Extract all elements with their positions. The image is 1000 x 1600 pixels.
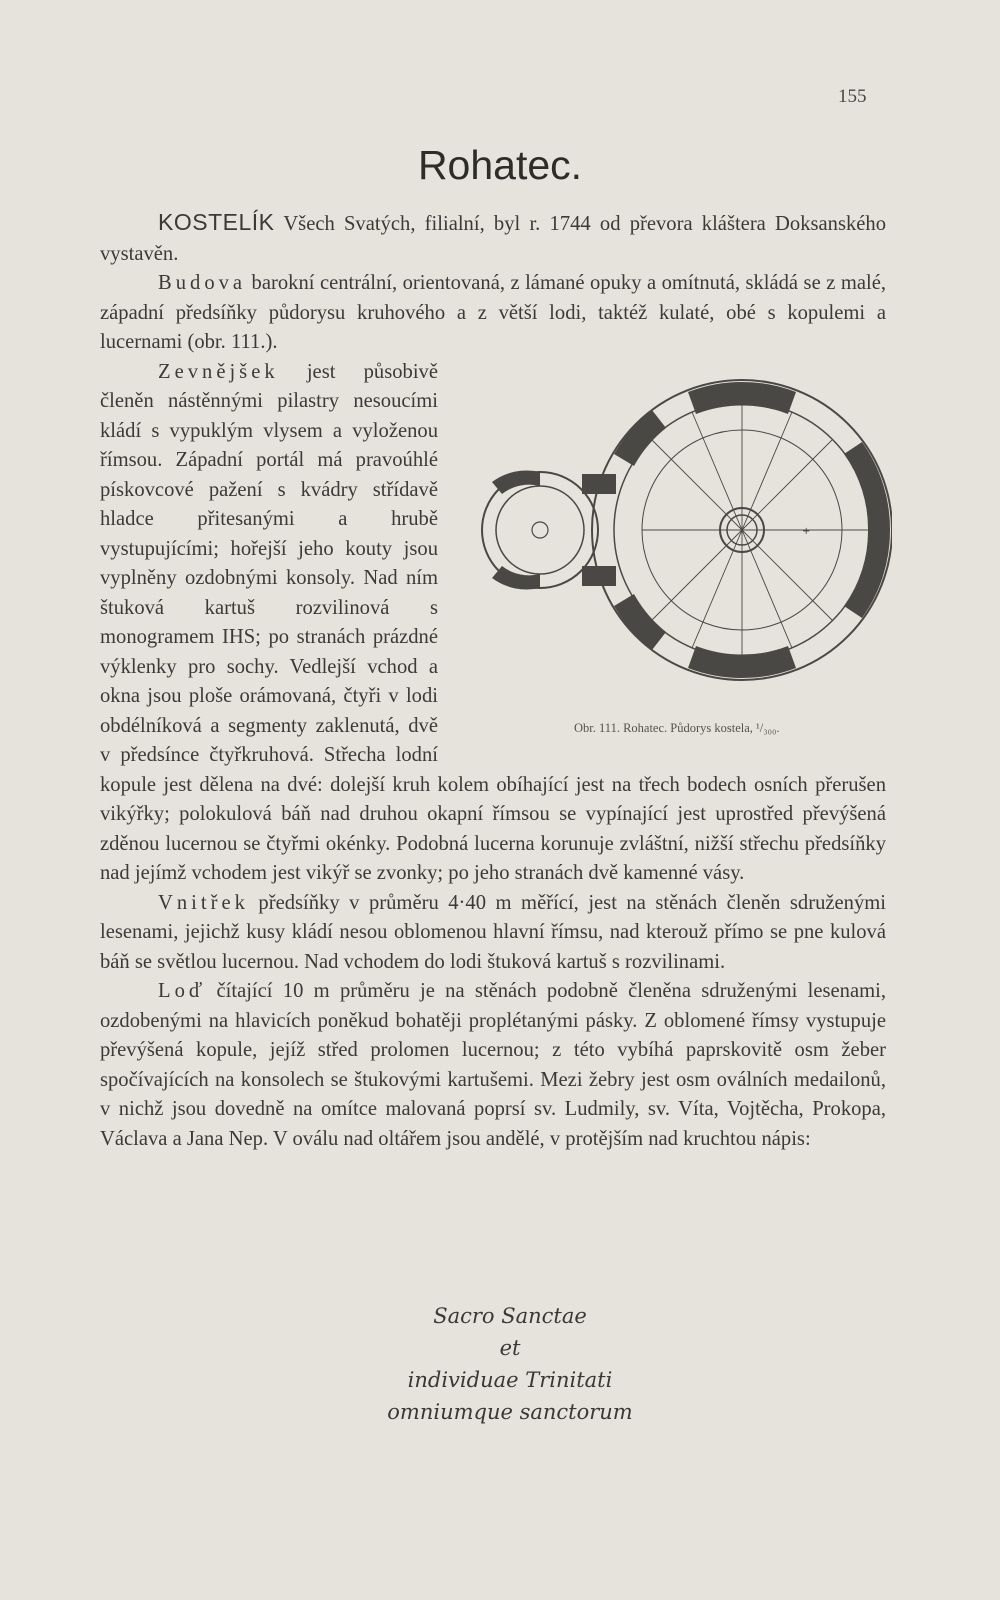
- paragraph-1: [100, 208, 886, 269]
- inscription-line: et: [499, 1336, 521, 1360]
- inscription-line: Sacro Sanctae: [433, 1304, 587, 1328]
- svg-text:+: +: [802, 525, 811, 537]
- inscription-line: omniumque sanctorum: [387, 1400, 633, 1424]
- paragraph-2: [100, 269, 886, 358]
- paragraph-4: [100, 889, 886, 978]
- figure-caption: Obr. 111. Rohatec. Půdorys kostela, ¹/₃₀₀.: [574, 720, 780, 735]
- floor-plan-drawing: [452, 362, 892, 756]
- paragraph-text: jest působivě členěn nástěnnými pilastry nesoucími kládí s vypuklým vlysem a vyloženou římsou. Západní portál má pravoúhlé pískovcové pažení s kvádry střídavě hladce přitesanými a hrubě vystupujícími; hořejší jeho kouty jsou vyplněny ozdobnými konsoly. Nad ním štuková kartuš rozvilinová s monogramem IHS; po stranách prázdné výklenky pro sochy. Vedlejší vchod a okna jsou ploše orámovaná, čtyři v lodi obdélníková a segmenty zaklenutá, dvě v předsínce čtyřkruhová. Střecha lodní kopule jest dělena na dvé: dolejší kruh kolem obíhající jest na třech bodech osních přerušen vikýřky; polokulová báň nad druhou okapní římsou se vypínající jest uprostřed převýšená zděnou lucernou se čtyřmi okénky. Podobná lucerna korunuje zvláštní, nižší střechu předsíňky nad jejímž vchodem jest vikýř se zvonky; po jeho stranách dvě kamenné vásy.: [100, 360, 886, 884]
- paragraph-3: [100, 358, 886, 889]
- paragraph-lead: KOSTELÍK: [158, 209, 275, 235]
- body-text: [100, 208, 886, 1154]
- page-title: Rohatec.: [417, 142, 583, 188]
- paragraph-lead: Zevnějšek: [158, 360, 279, 383]
- paragraph-lead: Budova: [158, 272, 247, 294]
- paragraph-text: předsíňky v průměru 4·40 m měřící, jest na stěnách členěn sdruženými lesenami, jejichž kusy kládí nesou oblomenou hlavní římsu, nad kterouž přímo se pne kulová báň se světlou lucernou. Nad vchodem do lodi štuková kartuš s rozvilinami.: [100, 891, 886, 973]
- paragraph-text: barokní centrální, orientovaná, z lámané opuky a omítnutá, skládá se z malé, západní předsíňky půdorysu kruhového a z větší lodi, taktéž kulaté, obé s kopulemi a lucernami (obr. 111.).: [100, 272, 886, 353]
- paragraph-lead: Vnitřek: [158, 891, 249, 914]
- paragraph-text: čítající 10 m průměru je na stěnách podobně členěna sdruženými lesenami, ozdobenými na hlavicích poněkud bohatěji proplétanými pásky. Z oblomené římsy vystupuje převýšená kopule, jejíž střed prolomen lucernou; z této vybíhá paprskovitě osm žeber spočívajících na konsolech se štukovými kartušemi. Mezi žebry jest osm oválních medailonů, v nichž jsou dovedně na omítce malovaná poprsí sv. Ludmily, sv. Víta, Vojtěcha, Prokopa, Václava a Jana Nep. V oválu nad oltářem jsou andělé, v protějším nad kruchtou nápis:: [100, 980, 886, 1150]
- paragraph-5: [100, 977, 886, 1154]
- paragraph-text: Všech Svatých, filialní, byl r. 1744 od převora kláštera Doksanského vystavěn.: [100, 213, 886, 265]
- inscription: [300, 1300, 720, 1428]
- page-number: 155: [838, 86, 867, 107]
- figure-floor-plan: [452, 362, 892, 756]
- paragraph-lead: Loď: [158, 980, 207, 1002]
- inscription-line: individuae Trinitati: [407, 1368, 613, 1392]
